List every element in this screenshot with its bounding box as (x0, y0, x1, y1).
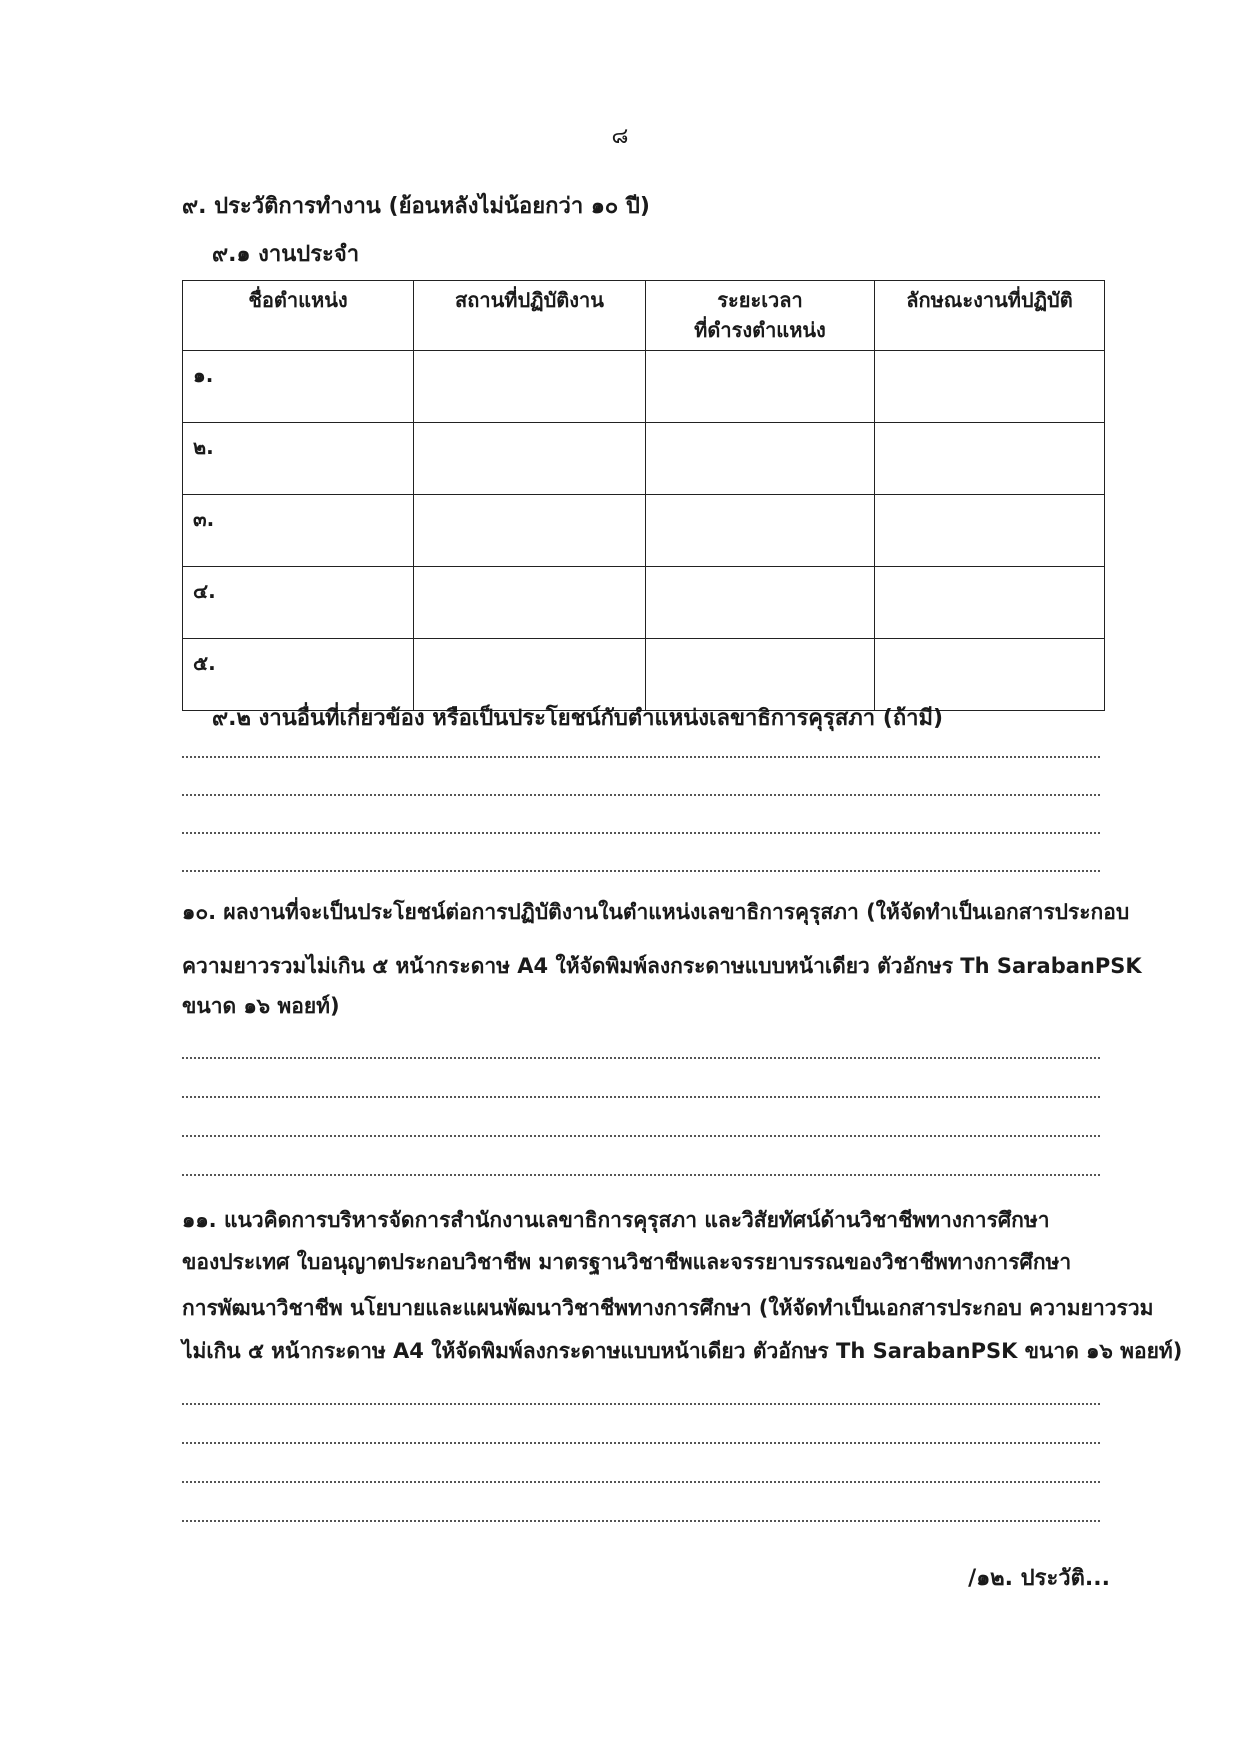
section-11-line-3: การพัฒนาวิชาชีพ นโยบายและแผนพัฒนาวิชาชีพทางการศึกษา (ให้จัดทำเป็นเอกสารประกอบ ความยาวรวม (182, 1296, 1154, 1320)
fill-line[interactable] (182, 1135, 1100, 1137)
fill-line[interactable] (182, 1174, 1100, 1176)
table-cell (646, 351, 875, 423)
table-row (183, 351, 1105, 423)
table-cell (646, 423, 875, 495)
section-11-line-1: ๑๑. แนวคิดการบริหารจัดการสำนักงานเลขาธิการคุรุสภา และวิสัยทัศน์ด้านวิชาชีพทางการศึกษา (182, 1208, 1050, 1232)
table-row (183, 423, 1105, 495)
header-duration (646, 281, 875, 351)
header-duration-line1: ระยะเวลา (717, 288, 803, 312)
row-number: ๓. (183, 495, 414, 567)
section-11-line-2: ของประเทศ ใบอนุญาตประกอบวิชาชีพ มาตรฐานวิชาชีพและจรรยาบรรณของวิชาชีพทางการศึกษา (182, 1250, 1072, 1274)
table-cell (646, 567, 875, 639)
section-11-line-4: ไม่เกิน ๕ หน้ากระดาษ A4 ให้จัดพิมพ์ลงกระดาษแบบหน้าเดียว ตัวอักษร Th SarabanPSK ขนาด ๑๖ พอยท์) (182, 1339, 1183, 1363)
header-workplace: สถานที่ปฏิบัติงาน (414, 281, 646, 351)
header-duration-line2: ที่ดำรงตำแหน่ง (694, 318, 826, 342)
table-cell (875, 423, 1105, 495)
section-10-line-1: ๑๐. ผลงานที่จะเป็นประโยชน์ต่อการปฏิบัติงานในตำแหน่งเลขาธิการคุรุสภา (ให้จัดทำเป็นเอกสารประกอบ (182, 900, 1130, 924)
row-number: ๑. (183, 351, 414, 423)
section-10-line-3: ขนาด ๑๖ พอยท์) (182, 994, 340, 1018)
fill-line[interactable] (182, 1096, 1100, 1098)
fill-line[interactable] (182, 1520, 1100, 1522)
next-page-marker: /๑๒. ประวัติ... (968, 1566, 1110, 1591)
fill-line[interactable] (182, 1481, 1100, 1483)
table-header-row (183, 281, 1105, 351)
work-history-table (182, 280, 1105, 711)
fill-line[interactable] (182, 794, 1100, 796)
row-number: ๕. (183, 639, 414, 711)
fill-line[interactable] (182, 1442, 1100, 1444)
table-cell (414, 567, 646, 639)
section-9-2-title: ๙.๒ งานอื่นที่เกี่ยวข้อง หรือเป็นประโยชน์กับตำแหน่งเลขาธิการคุรุสภา (ถ้ามี) (212, 706, 944, 731)
fill-line[interactable] (182, 832, 1100, 834)
table-row (183, 567, 1105, 639)
table-cell (875, 351, 1105, 423)
fill-line[interactable] (182, 1057, 1100, 1059)
table-cell (414, 351, 646, 423)
section-9-1-title: ๙.๑ งานประจำ (212, 242, 360, 267)
section-10-line-2: ความยาวรวมไม่เกิน ๕ หน้ากระดาษ A4 ให้จัดพิมพ์ลงกระดาษแบบหน้าเดียว ตัวอักษร Th SarabanPSK (182, 954, 1142, 978)
table-cell (875, 495, 1105, 567)
row-number: ๔. (183, 567, 414, 639)
fill-line[interactable] (182, 756, 1100, 758)
row-number: ๒. (183, 423, 414, 495)
fill-line[interactable] (182, 1403, 1100, 1405)
page-number: ๘ (611, 124, 629, 149)
table-row (183, 495, 1105, 567)
table-cell (646, 495, 875, 567)
header-position: ชื่อตำแหน่ง (183, 281, 414, 351)
fill-line[interactable] (182, 870, 1100, 872)
table-cell (875, 567, 1105, 639)
table-cell (414, 495, 646, 567)
table-cell (414, 423, 646, 495)
header-job-description: ลักษณะงานที่ปฏิบัติ (875, 281, 1105, 351)
section-9-title: ๙. ประวัติการทำงาน (ย้อนหลังไม่น้อยกว่า ๑๐ ปี) (182, 194, 650, 219)
